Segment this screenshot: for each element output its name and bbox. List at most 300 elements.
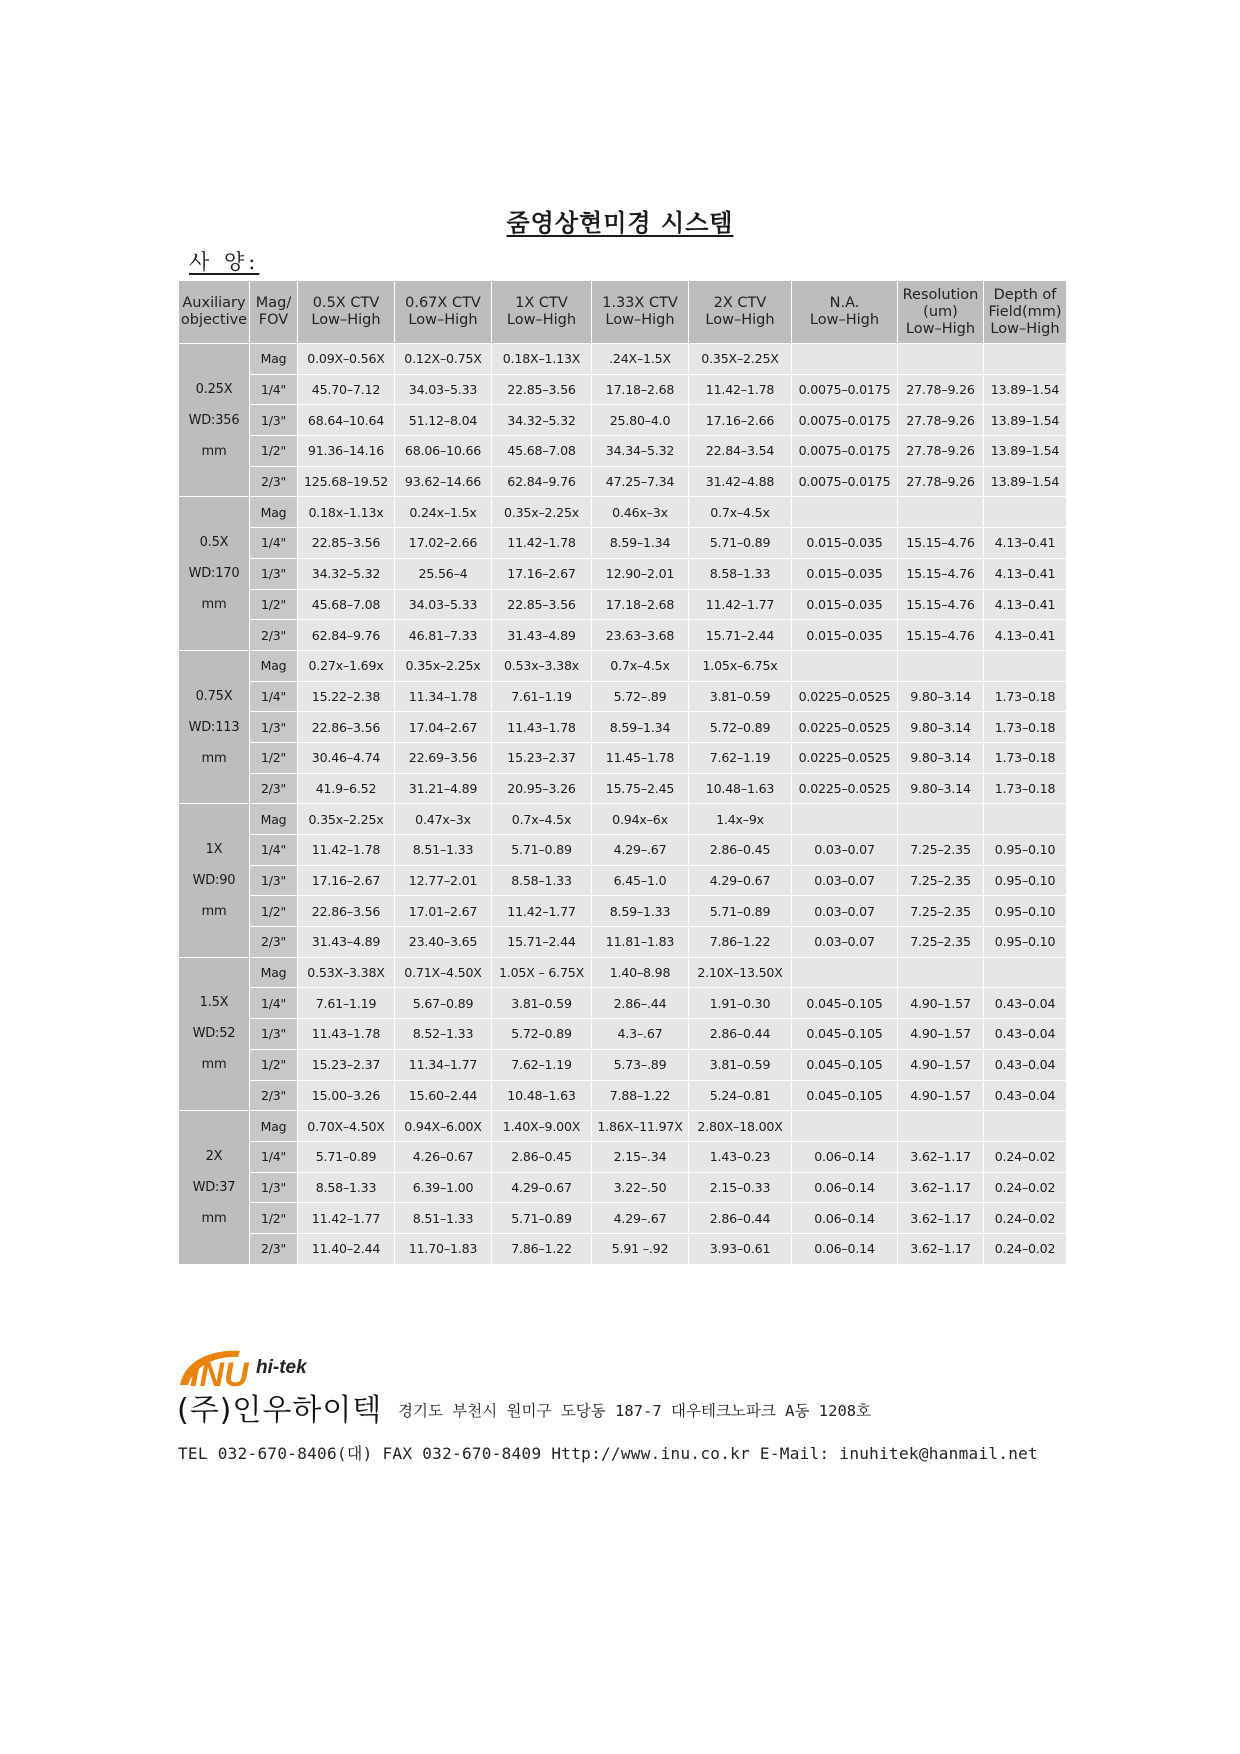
value-cell: 1.05X – 6.75X — [492, 957, 592, 988]
fov-cell: Mag — [250, 497, 298, 528]
objective-cell — [179, 650, 250, 803]
column-header: 1.33X CTV Low–High — [592, 281, 689, 344]
fov-cell: 2/3" — [250, 773, 298, 804]
value-cell — [792, 650, 898, 681]
fov-cell: 1/2" — [250, 589, 298, 620]
value-cell: 1.43–0.23 — [689, 1141, 792, 1172]
table-row — [179, 804, 1067, 835]
value-cell: 2.86–.44 — [592, 988, 689, 1019]
value-cell: 8.58–1.33 — [492, 865, 592, 896]
value-cell: 31.43–4.89 — [492, 620, 592, 651]
value-cell: 22.85–3.56 — [298, 528, 395, 559]
fov-cell: 1/3" — [250, 865, 298, 896]
value-cell: 11.34–1.78 — [395, 681, 492, 712]
value-cell: 1.05x–6.75x — [689, 650, 792, 681]
value-cell: 7.61–1.19 — [298, 988, 395, 1019]
value-cell: 0.43–0.04 — [984, 988, 1067, 1019]
value-cell: 125.68–19.52 — [298, 466, 395, 497]
value-cell: 0.24–0.02 — [984, 1141, 1067, 1172]
value-cell: 11.45–1.78 — [592, 742, 689, 773]
value-cell — [792, 344, 898, 375]
objective-line: 0.5X — [199, 535, 229, 551]
value-cell: 5.71–0.89 — [689, 896, 792, 927]
value-cell: 0.43–0.04 — [984, 1049, 1067, 1080]
value-cell: 12.90–2.01 — [592, 558, 689, 589]
value-cell — [898, 497, 984, 528]
value-cell: 0.0075–0.0175 — [792, 466, 898, 497]
value-cell: 0.18x–1.13x — [298, 497, 395, 528]
table-row — [179, 374, 1067, 405]
fov-cell: 1/2" — [250, 436, 298, 467]
table-row — [179, 742, 1067, 773]
value-cell: 0.0075–0.0175 — [792, 405, 898, 436]
objective-cell — [179, 497, 250, 650]
value-cell: 3.81–0.59 — [492, 988, 592, 1019]
value-cell: 11.70–1.83 — [395, 1233, 492, 1264]
value-cell: 0.95–0.10 — [984, 835, 1067, 866]
table-row — [179, 835, 1067, 866]
value-cell: 4.90–1.57 — [898, 1080, 984, 1111]
objective-line: WD:356 — [188, 412, 240, 428]
value-cell: 7.61–1.19 — [492, 681, 592, 712]
fov-cell: Mag — [250, 804, 298, 835]
value-cell: 6.45–1.0 — [592, 865, 689, 896]
value-cell: 0.06–0.14 — [792, 1233, 898, 1264]
fov-cell: 1/3" — [250, 712, 298, 743]
value-cell: 10.48–1.63 — [689, 773, 792, 804]
value-cell: 0.47x–3x — [395, 804, 492, 835]
value-cell: 8.59–1.34 — [592, 712, 689, 743]
fov-cell: 1/4" — [250, 681, 298, 712]
value-cell: 8.51–1.33 — [395, 1203, 492, 1234]
value-cell — [898, 804, 984, 835]
value-cell — [984, 650, 1067, 681]
value-cell: 4.90–1.57 — [898, 1049, 984, 1080]
value-cell: 2.15–.34 — [592, 1141, 689, 1172]
value-cell: 0.43–0.04 — [984, 1080, 1067, 1111]
objective-line: mm — [201, 1210, 227, 1226]
value-cell: 5.73–.89 — [592, 1049, 689, 1080]
value-cell: 1.73–0.18 — [984, 712, 1067, 743]
value-cell: 11.42–1.78 — [492, 528, 592, 559]
value-cell: 17.16–2.67 — [298, 865, 395, 896]
value-cell: 15.60–2.44 — [395, 1080, 492, 1111]
value-cell: 45.68–7.08 — [298, 589, 395, 620]
value-cell: 27.78–9.26 — [898, 405, 984, 436]
column-header: Auxiliary objective — [179, 281, 250, 344]
fov-cell: Mag — [250, 650, 298, 681]
value-cell: 9.80–3.14 — [898, 773, 984, 804]
value-cell: 13.89–1.54 — [984, 374, 1067, 405]
table-row — [179, 405, 1067, 436]
value-cell: 5.71–0.89 — [689, 528, 792, 559]
value-cell: .24X–1.5X — [592, 344, 689, 375]
value-cell: 3.62–1.17 — [898, 1141, 984, 1172]
value-cell: 7.88–1.22 — [592, 1080, 689, 1111]
value-cell: 13.89–1.54 — [984, 405, 1067, 436]
objective-line: 2X — [205, 1148, 223, 1164]
value-cell: 3.62–1.17 — [898, 1203, 984, 1234]
value-cell: 1.4x–9x — [689, 804, 792, 835]
value-cell: 2.86–0.44 — [689, 1203, 792, 1234]
company-name: (주)인우하이텍 — [177, 1393, 383, 1428]
value-cell: 0.045–0.105 — [792, 1049, 898, 1080]
value-cell: 5.67–0.89 — [395, 988, 492, 1019]
value-cell: 8.59–1.34 — [592, 528, 689, 559]
objective-line: 1X — [205, 842, 223, 858]
value-cell — [792, 804, 898, 835]
value-cell: 0.46x–3x — [592, 497, 689, 528]
value-cell: 0.94x–6x — [592, 804, 689, 835]
value-cell: 4.29–.67 — [592, 835, 689, 866]
value-cell: 22.84–3.54 — [689, 436, 792, 467]
table-row — [179, 1141, 1067, 1172]
value-cell: 23.40–3.65 — [395, 927, 492, 958]
value-cell: 0.35X–2.25X — [689, 344, 792, 375]
table-header-row — [179, 281, 1067, 344]
value-cell: 17.16–2.67 — [492, 558, 592, 589]
value-cell: 6.39–1.00 — [395, 1172, 492, 1203]
value-cell: 3.93–0.61 — [689, 1233, 792, 1264]
value-cell: 12.77–2.01 — [395, 865, 492, 896]
value-cell: 0.95–0.10 — [984, 896, 1067, 927]
value-cell — [792, 957, 898, 988]
value-cell — [984, 344, 1067, 375]
value-cell: 25.80–4.0 — [592, 405, 689, 436]
value-cell: 8.58–1.33 — [298, 1172, 395, 1203]
value-cell: 3.22–.50 — [592, 1172, 689, 1203]
table-row — [179, 344, 1067, 375]
table-row — [179, 1172, 1067, 1203]
value-cell: 2.15–0.33 — [689, 1172, 792, 1203]
column-header: Depth of Field(mm) Low–High — [984, 281, 1067, 344]
value-cell: 0.015–0.035 — [792, 558, 898, 589]
value-cell: 0.0075–0.0175 — [792, 436, 898, 467]
table-row — [179, 436, 1067, 467]
value-cell: 0.06–0.14 — [792, 1203, 898, 1234]
value-cell — [984, 804, 1067, 835]
value-cell — [898, 1111, 984, 1142]
column-header: 1X CTV Low–High — [492, 281, 592, 344]
value-cell: 5.24–0.81 — [689, 1080, 792, 1111]
objective-cell — [179, 344, 250, 497]
fov-cell: 2/3" — [250, 620, 298, 651]
value-cell: 0.24x–1.5x — [395, 497, 492, 528]
value-cell: 0.03–0.07 — [792, 896, 898, 927]
table-row — [179, 865, 1067, 896]
value-cell: 15.15–4.76 — [898, 558, 984, 589]
value-cell: 1.73–0.18 — [984, 773, 1067, 804]
fov-cell: 1/4" — [250, 528, 298, 559]
fov-cell: 1/2" — [250, 896, 298, 927]
value-cell: 93.62–14.66 — [395, 466, 492, 497]
value-cell: 51.12–8.04 — [395, 405, 492, 436]
value-cell: 1.40–8.98 — [592, 957, 689, 988]
value-cell: 22.86–3.56 — [298, 896, 395, 927]
objective-cell — [179, 804, 250, 957]
table-row — [179, 1233, 1067, 1264]
value-cell: 2.10X–13.50X — [689, 957, 792, 988]
value-cell: 4.90–1.57 — [898, 988, 984, 1019]
value-cell — [792, 1111, 898, 1142]
table-row — [179, 773, 1067, 804]
objective-line: mm — [201, 443, 227, 459]
table-row — [179, 1203, 1067, 1234]
value-cell: 0.0225–0.0525 — [792, 742, 898, 773]
fov-cell: 1/3" — [250, 405, 298, 436]
value-cell: 17.16–2.66 — [689, 405, 792, 436]
value-cell: 17.04–2.67 — [395, 712, 492, 743]
value-cell: 4.13–0.41 — [984, 528, 1067, 559]
value-cell: 62.84–9.76 — [298, 620, 395, 651]
value-cell: 15.15–4.76 — [898, 620, 984, 651]
column-header: Mag/ FOV — [250, 281, 298, 344]
value-cell: 0.24–0.02 — [984, 1203, 1067, 1234]
value-cell: 34.32–5.32 — [492, 405, 592, 436]
table-row — [179, 681, 1067, 712]
value-cell: 17.02–2.66 — [395, 528, 492, 559]
value-cell: 0.7x–4.5x — [492, 804, 592, 835]
fov-cell: 2/3" — [250, 1080, 298, 1111]
value-cell: 13.89–1.54 — [984, 436, 1067, 467]
value-cell: 45.68–7.08 — [492, 436, 592, 467]
value-cell: 0.015–0.035 — [792, 589, 898, 620]
fov-cell: 1/2" — [250, 742, 298, 773]
value-cell: 0.015–0.035 — [792, 528, 898, 559]
value-cell: 0.53x–3.38x — [492, 650, 592, 681]
column-header: 2X CTV Low–High — [689, 281, 792, 344]
value-cell: 4.29–.67 — [592, 1203, 689, 1234]
value-cell — [792, 497, 898, 528]
objective-line: mm — [201, 1057, 227, 1073]
value-cell: 0.0075–0.0175 — [792, 374, 898, 405]
value-cell: 20.95–3.26 — [492, 773, 592, 804]
objective-line: WD:52 — [192, 1026, 236, 1042]
value-cell: 11.42–1.77 — [492, 896, 592, 927]
value-cell: 11.42–1.78 — [689, 374, 792, 405]
value-cell: 0.7x–4.5x — [592, 650, 689, 681]
fov-cell: 1/4" — [250, 988, 298, 1019]
value-cell: 0.03–0.07 — [792, 927, 898, 958]
value-cell: 4.3–.67 — [592, 1019, 689, 1050]
value-cell: 4.29–0.67 — [492, 1172, 592, 1203]
value-cell: 15.22–2.38 — [298, 681, 395, 712]
value-cell: 22.86–3.56 — [298, 712, 395, 743]
table-row — [179, 589, 1067, 620]
value-cell: 11.81–1.83 — [592, 927, 689, 958]
value-cell: 0.43–0.04 — [984, 1019, 1067, 1050]
value-cell: 5.71–0.89 — [298, 1141, 395, 1172]
value-cell: 4.29–0.67 — [689, 865, 792, 896]
fov-cell: 1/3" — [250, 558, 298, 589]
table-row — [179, 896, 1067, 927]
value-cell: 9.80–3.14 — [898, 742, 984, 773]
value-cell: 31.21–4.89 — [395, 773, 492, 804]
value-cell: 0.35x–2.25x — [395, 650, 492, 681]
value-cell: 15.23–2.37 — [492, 742, 592, 773]
value-cell: 91.36–14.16 — [298, 436, 395, 467]
value-cell: 15.75–2.45 — [592, 773, 689, 804]
value-cell: 11.42–1.77 — [298, 1203, 395, 1234]
company-address: 경기도 부천시 원미구 도당동 187-7 대우테크노파크 A동 1208호 — [398, 1402, 872, 1420]
value-cell: 9.80–3.14 — [898, 681, 984, 712]
value-cell: 7.25–2.35 — [898, 835, 984, 866]
fov-cell: Mag — [250, 957, 298, 988]
value-cell: 3.81–0.59 — [689, 681, 792, 712]
value-cell: 0.045–0.105 — [792, 1019, 898, 1050]
value-cell: 0.045–0.105 — [792, 988, 898, 1019]
value-cell: 46.81–7.33 — [395, 620, 492, 651]
company-contact: TEL 032-670-8406(대) FAX 032-670-8409 Http://www.inu.co.kr E-Mail: inuhitek@hanmail.net — [178, 1444, 1039, 1463]
value-cell: 1.86X–11.97X — [592, 1111, 689, 1142]
objective-cell — [179, 957, 250, 1110]
column-header: N.A. Low–High — [792, 281, 898, 344]
value-cell: 1.91–0.30 — [689, 988, 792, 1019]
table-row — [179, 1019, 1067, 1050]
fov-cell: 1/4" — [250, 835, 298, 866]
value-cell: 45.70–7.12 — [298, 374, 395, 405]
column-header: 0.67X CTV Low–High — [395, 281, 492, 344]
objective-line: 0.75X — [195, 688, 233, 704]
value-cell: 0.94X–6.00X — [395, 1111, 492, 1142]
value-cell: 0.35x–2.25x — [298, 804, 395, 835]
objective-line: WD:113 — [188, 719, 240, 735]
value-cell: 3.81–0.59 — [689, 1049, 792, 1080]
value-cell: 5.91 –.92 — [592, 1233, 689, 1264]
value-cell: 31.43–4.89 — [298, 927, 395, 958]
spec-label: 사 양: — [189, 250, 260, 274]
value-cell: 15.23–2.37 — [298, 1049, 395, 1080]
value-cell: 0.03–0.07 — [792, 835, 898, 866]
value-cell: 2.86–0.45 — [689, 835, 792, 866]
table-row — [179, 558, 1067, 589]
table-row — [179, 1080, 1067, 1111]
value-cell: 27.78–9.26 — [898, 436, 984, 467]
value-cell: 11.43–1.78 — [492, 712, 592, 743]
value-cell: 17.18–2.68 — [592, 374, 689, 405]
logo-hitek-text: hi-tek — [256, 1357, 307, 1378]
value-cell: 3.62–1.17 — [898, 1233, 984, 1264]
value-cell: 34.03–5.33 — [395, 374, 492, 405]
value-cell: 22.85–3.56 — [492, 589, 592, 620]
logo-inu-text: INU — [190, 1356, 249, 1390]
value-cell: 8.59–1.33 — [592, 896, 689, 927]
table-row — [179, 650, 1067, 681]
page-title: 줌영상현미경 시스템 — [506, 208, 734, 237]
table-row — [179, 957, 1067, 988]
value-cell: 4.13–0.41 — [984, 589, 1067, 620]
value-cell: 15.71–2.44 — [492, 927, 592, 958]
value-cell: 11.42–1.78 — [298, 835, 395, 866]
value-cell: 8.51–1.33 — [395, 835, 492, 866]
objective-line: 1.5X — [199, 995, 229, 1011]
objective-line: mm — [201, 904, 227, 920]
value-cell: 7.62–1.19 — [689, 742, 792, 773]
value-cell: 2.80X–18.00X — [689, 1111, 792, 1142]
objective-line: mm — [201, 750, 227, 766]
value-cell: 0.045–0.105 — [792, 1080, 898, 1111]
value-cell: 0.71X–4.50X — [395, 957, 492, 988]
value-cell: 4.26–0.67 — [395, 1141, 492, 1172]
value-cell: 3.62–1.17 — [898, 1172, 984, 1203]
value-cell: 0.06–0.14 — [792, 1141, 898, 1172]
fov-cell: 1/2" — [250, 1049, 298, 1080]
value-cell: 0.0225–0.0525 — [792, 681, 898, 712]
value-cell: 0.95–0.10 — [984, 865, 1067, 896]
value-cell: 5.72–0.89 — [492, 1019, 592, 1050]
value-cell: 34.34–5.32 — [592, 436, 689, 467]
value-cell: 1.40X–9.00X — [492, 1111, 592, 1142]
value-cell: 7.62–1.19 — [492, 1049, 592, 1080]
fov-cell: 1/4" — [250, 374, 298, 405]
value-cell: 22.69–3.56 — [395, 742, 492, 773]
table-row — [179, 1049, 1067, 1080]
value-cell: 0.09X–0.56X — [298, 344, 395, 375]
value-cell: 7.86–1.22 — [689, 927, 792, 958]
table-row — [179, 620, 1067, 651]
value-cell: 4.13–0.41 — [984, 620, 1067, 651]
value-cell: 7.25–2.35 — [898, 927, 984, 958]
value-cell: 0.0225–0.0525 — [792, 712, 898, 743]
value-cell: 5.71–0.89 — [492, 1203, 592, 1234]
value-cell: 0.27x–1.69x — [298, 650, 395, 681]
value-cell: 7.25–2.35 — [898, 896, 984, 927]
table-row — [179, 528, 1067, 559]
objective-line: mm — [201, 597, 227, 613]
value-cell: 8.58–1.33 — [689, 558, 792, 589]
value-cell: 68.06–10.66 — [395, 436, 492, 467]
value-cell: 1.73–0.18 — [984, 681, 1067, 712]
value-cell: 0.95–0.10 — [984, 927, 1067, 958]
table-row — [179, 927, 1067, 958]
value-cell: 0.35x–2.25x — [492, 497, 592, 528]
value-cell: 23.63–3.68 — [592, 620, 689, 651]
value-cell: 11.40–2.44 — [298, 1233, 395, 1264]
table-row — [179, 1111, 1067, 1142]
value-cell: 5.71–0.89 — [492, 835, 592, 866]
value-cell: 25.56–4 — [395, 558, 492, 589]
objective-cell — [179, 1111, 250, 1264]
value-cell: 5.72–0.89 — [689, 712, 792, 743]
objective-line: WD:170 — [188, 566, 240, 582]
value-cell: 30.46–4.74 — [298, 742, 395, 773]
value-cell: 11.43–1.78 — [298, 1019, 395, 1050]
value-cell: 0.06–0.14 — [792, 1172, 898, 1203]
value-cell: 4.13–0.41 — [984, 558, 1067, 589]
table-body — [179, 344, 1067, 1265]
value-cell: 68.64–10.64 — [298, 405, 395, 436]
value-cell: 17.18–2.68 — [592, 589, 689, 620]
value-cell: 0.53X–3.38X — [298, 957, 395, 988]
fov-cell: 1/4" — [250, 1141, 298, 1172]
inu-hitek-logo — [178, 1345, 348, 1390]
value-cell: 0.0225–0.0525 — [792, 773, 898, 804]
value-cell: 31.42–4.88 — [689, 466, 792, 497]
value-cell: 0.18X–1.13X — [492, 344, 592, 375]
column-header: Resolution (um) Low–High — [898, 281, 984, 344]
value-cell — [898, 344, 984, 375]
value-cell: 8.52–1.33 — [395, 1019, 492, 1050]
fov-cell: 2/3" — [250, 466, 298, 497]
value-cell: 10.48–1.63 — [492, 1080, 592, 1111]
table-row — [179, 712, 1067, 743]
fov-cell: 1/3" — [250, 1019, 298, 1050]
value-cell: 27.78–9.26 — [898, 466, 984, 497]
objective-line: WD:37 — [192, 1179, 236, 1195]
value-cell: 0.70X–4.50X — [298, 1111, 395, 1142]
value-cell: 17.01–2.67 — [395, 896, 492, 927]
column-header: 0.5X CTV Low–High — [298, 281, 395, 344]
